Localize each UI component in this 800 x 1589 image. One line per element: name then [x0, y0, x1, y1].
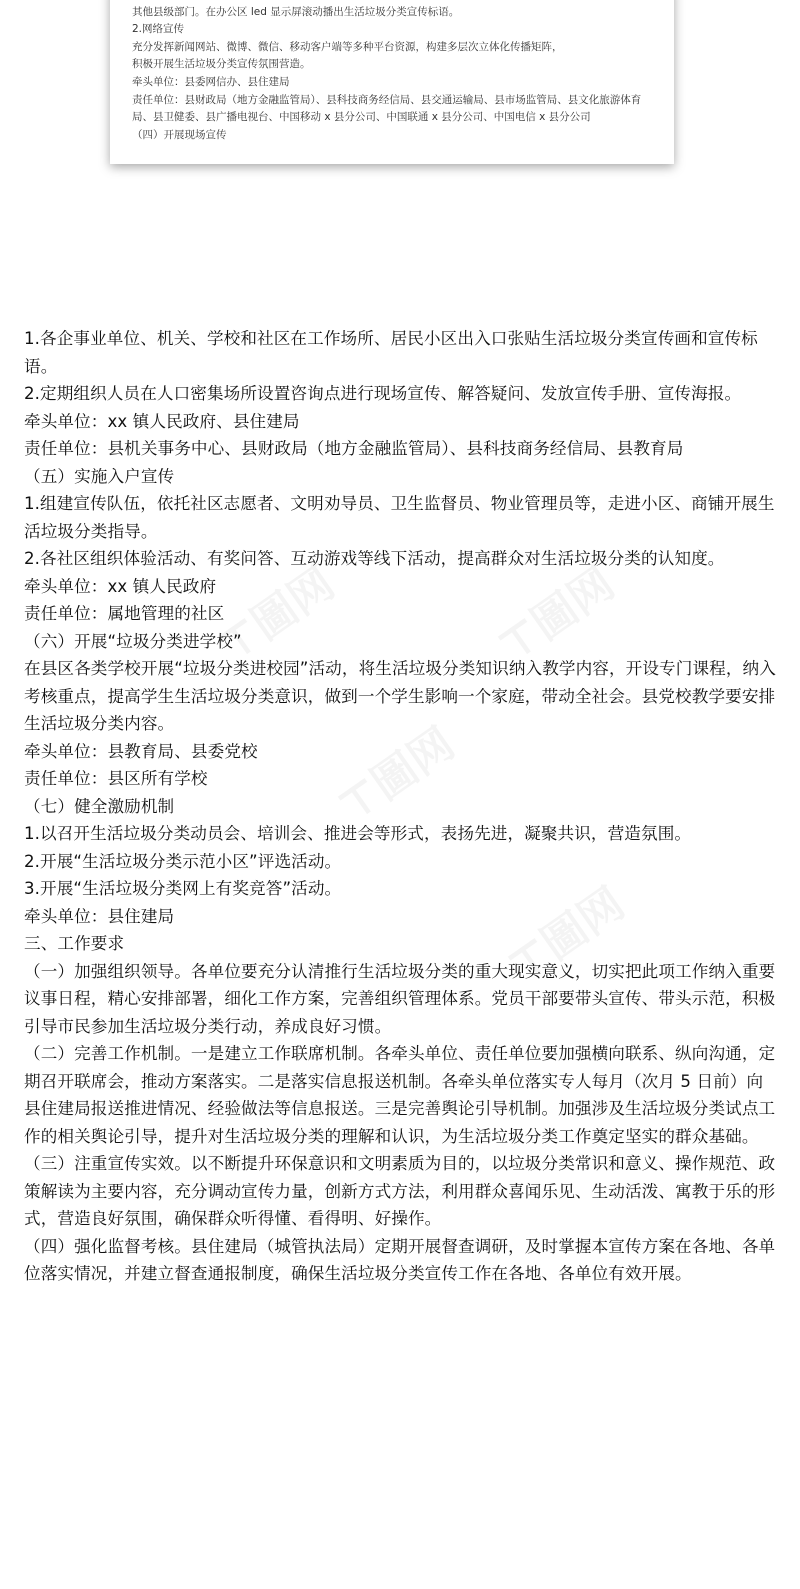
paragraph: （二）完善工作机制。一是建立工作联席机制。各牵头单位、责任单位要加强横向联系、纵向沟通，定期召开联席会，推动方案落实。二是落实信息报送机制。各牵头单位落实专人每月（次月 5 日前）向县住建局报送推进情况、经验做法等信息报送。三是完善舆论引导机制。加强涉及生活垃圾分类试点工作的相关舆论引导，提升对生活垃圾分类的理解和认识，为生活垃圾分类工作奠定坚实的群众基础。: [24, 1044, 776, 1146]
paragraph: 责任单位：县区所有学校: [24, 769, 208, 788]
paragraph: 1.以召开生活垃圾分类动员会、培训会、推进会等形式，表扬先进，凝聚共识，营造氛围。: [24, 824, 692, 843]
paragraph: 责任单位：属地管理的社区: [24, 604, 225, 623]
paragraph: 牵头单位：县住建局: [24, 906, 175, 926]
paragraph: 2.定期组织人员在人口密集场所设置咨询点进行现场宣传、解答疑问、发放宣传手册、宣传海报。: [24, 384, 742, 403]
preview-text: [132, 0, 656, 144]
paragraph: 1.各企事业单位、机关、学校和社区在工作场所、居民小区出入口张贴生活垃圾分类宣传画和宣传标语。: [24, 329, 758, 376]
preview-line: 责任单位：县财政局（地方金融监管局）、县科技商务经信局、县交通运输局、县市场监管局、县文化旅游体育局、县卫健委、县广播电视台、中国移动 x 县分公司、中国联通 x 县分公司、中国电信 x 县分公司: [132, 93, 642, 124]
paragraph: （四）强化监督考核。县住建局（城管执法局）定期开展督查调研，及时掌握本宣传方案在各地、各单位落实情况，并建立督查通报制度，确保生活垃圾分类宣传工作在各地、各单位有效开展。: [24, 1236, 776, 1283]
paragraph: 牵头单位：县教育局、县委党校: [24, 741, 258, 761]
preview-line: （四）开展现场宣传: [132, 128, 227, 141]
preview-line: 充分发挥新闻网站、微博、微信、移动客户端等多种平台资源，构建多层次立体化传播矩阵，: [132, 40, 563, 53]
document-preview-card: [110, 0, 674, 164]
paragraph: 在县区各类学校开展“垃圾分类进校园”活动，将生活垃圾分类知识纳入教学内容，开设专门课程，纳入考核重点，提高学生生活垃圾分类意识，做到一个学生影响一个家庭，带动全社会。县党校教学要安排生活垃圾分类内容。: [24, 659, 776, 733]
section-heading: （五）实施入户宣传: [24, 466, 175, 486]
paragraph: 3.开展“生活垃圾分类网上有奖竞答”活动。: [24, 879, 342, 898]
preview-line: 牵头单位：县委网信办、县住建局: [132, 75, 290, 88]
preview-line: 积极开展生活垃圾分类宣传氛围营造。: [132, 58, 311, 71]
paragraph: 2.各社区组织体验活动、有奖问答、互动游戏等线下活动，提高群众对生活垃圾分类的认知度。: [24, 549, 725, 568]
section-heading: （七）健全激励机制: [24, 796, 175, 816]
document-body: [24, 325, 776, 1288]
preview-line: 其他县级部门。在办公区 led 显示屏滚动播出生活垃圾分类宣传标语。: [132, 5, 460, 18]
paragraph: 1.组建宣传队伍，依托社区志愿者、文明劝导员、卫生监督员、物业管理员等，走进小区、商铺开展生活垃圾分类指导。: [24, 494, 775, 541]
paragraph: 责任单位：县机关事务中心、县财政局（地方金融监管局）、县科技商务经信局、县教育局: [24, 439, 684, 458]
paragraph: （一）加强组织领导。各单位要充分认清推行生活垃圾分类的重大现实意义，切实把此项工作纳入重要议事日程，精心安排部署，细化工作方案，完善组织管理体系。党员干部要带头宣传、带头示范，积极引导市民参加生活垃圾分类行动，养成良好习惯。: [24, 961, 776, 1036]
paragraph: 2.开展“生活垃圾分类示范小区”评选活动。: [24, 851, 342, 871]
paragraph: （三）注重宣传实效。以不断提升环保意识和文明素质为目的，以垃圾分类常识和意义、操作规范、政策解读为主要内容，充分调动宣传力量，创新方式方法，利用群众喜闻乐见、生动活泼、寓教于乐的形式，营造良好氛围，确保群众听得懂、看得明、好操作。: [24, 1154, 776, 1228]
preview-line: 2.网络宣传: [132, 23, 185, 36]
paragraph: 牵头单位：xx 镇人民政府、县住建局: [24, 411, 300, 431]
section-heading: 三、工作要求: [24, 934, 125, 953]
section-heading: （六）开展“垃圾分类进学校”: [24, 631, 242, 651]
paragraph: 牵头单位：xx 镇人民政府: [24, 576, 217, 596]
